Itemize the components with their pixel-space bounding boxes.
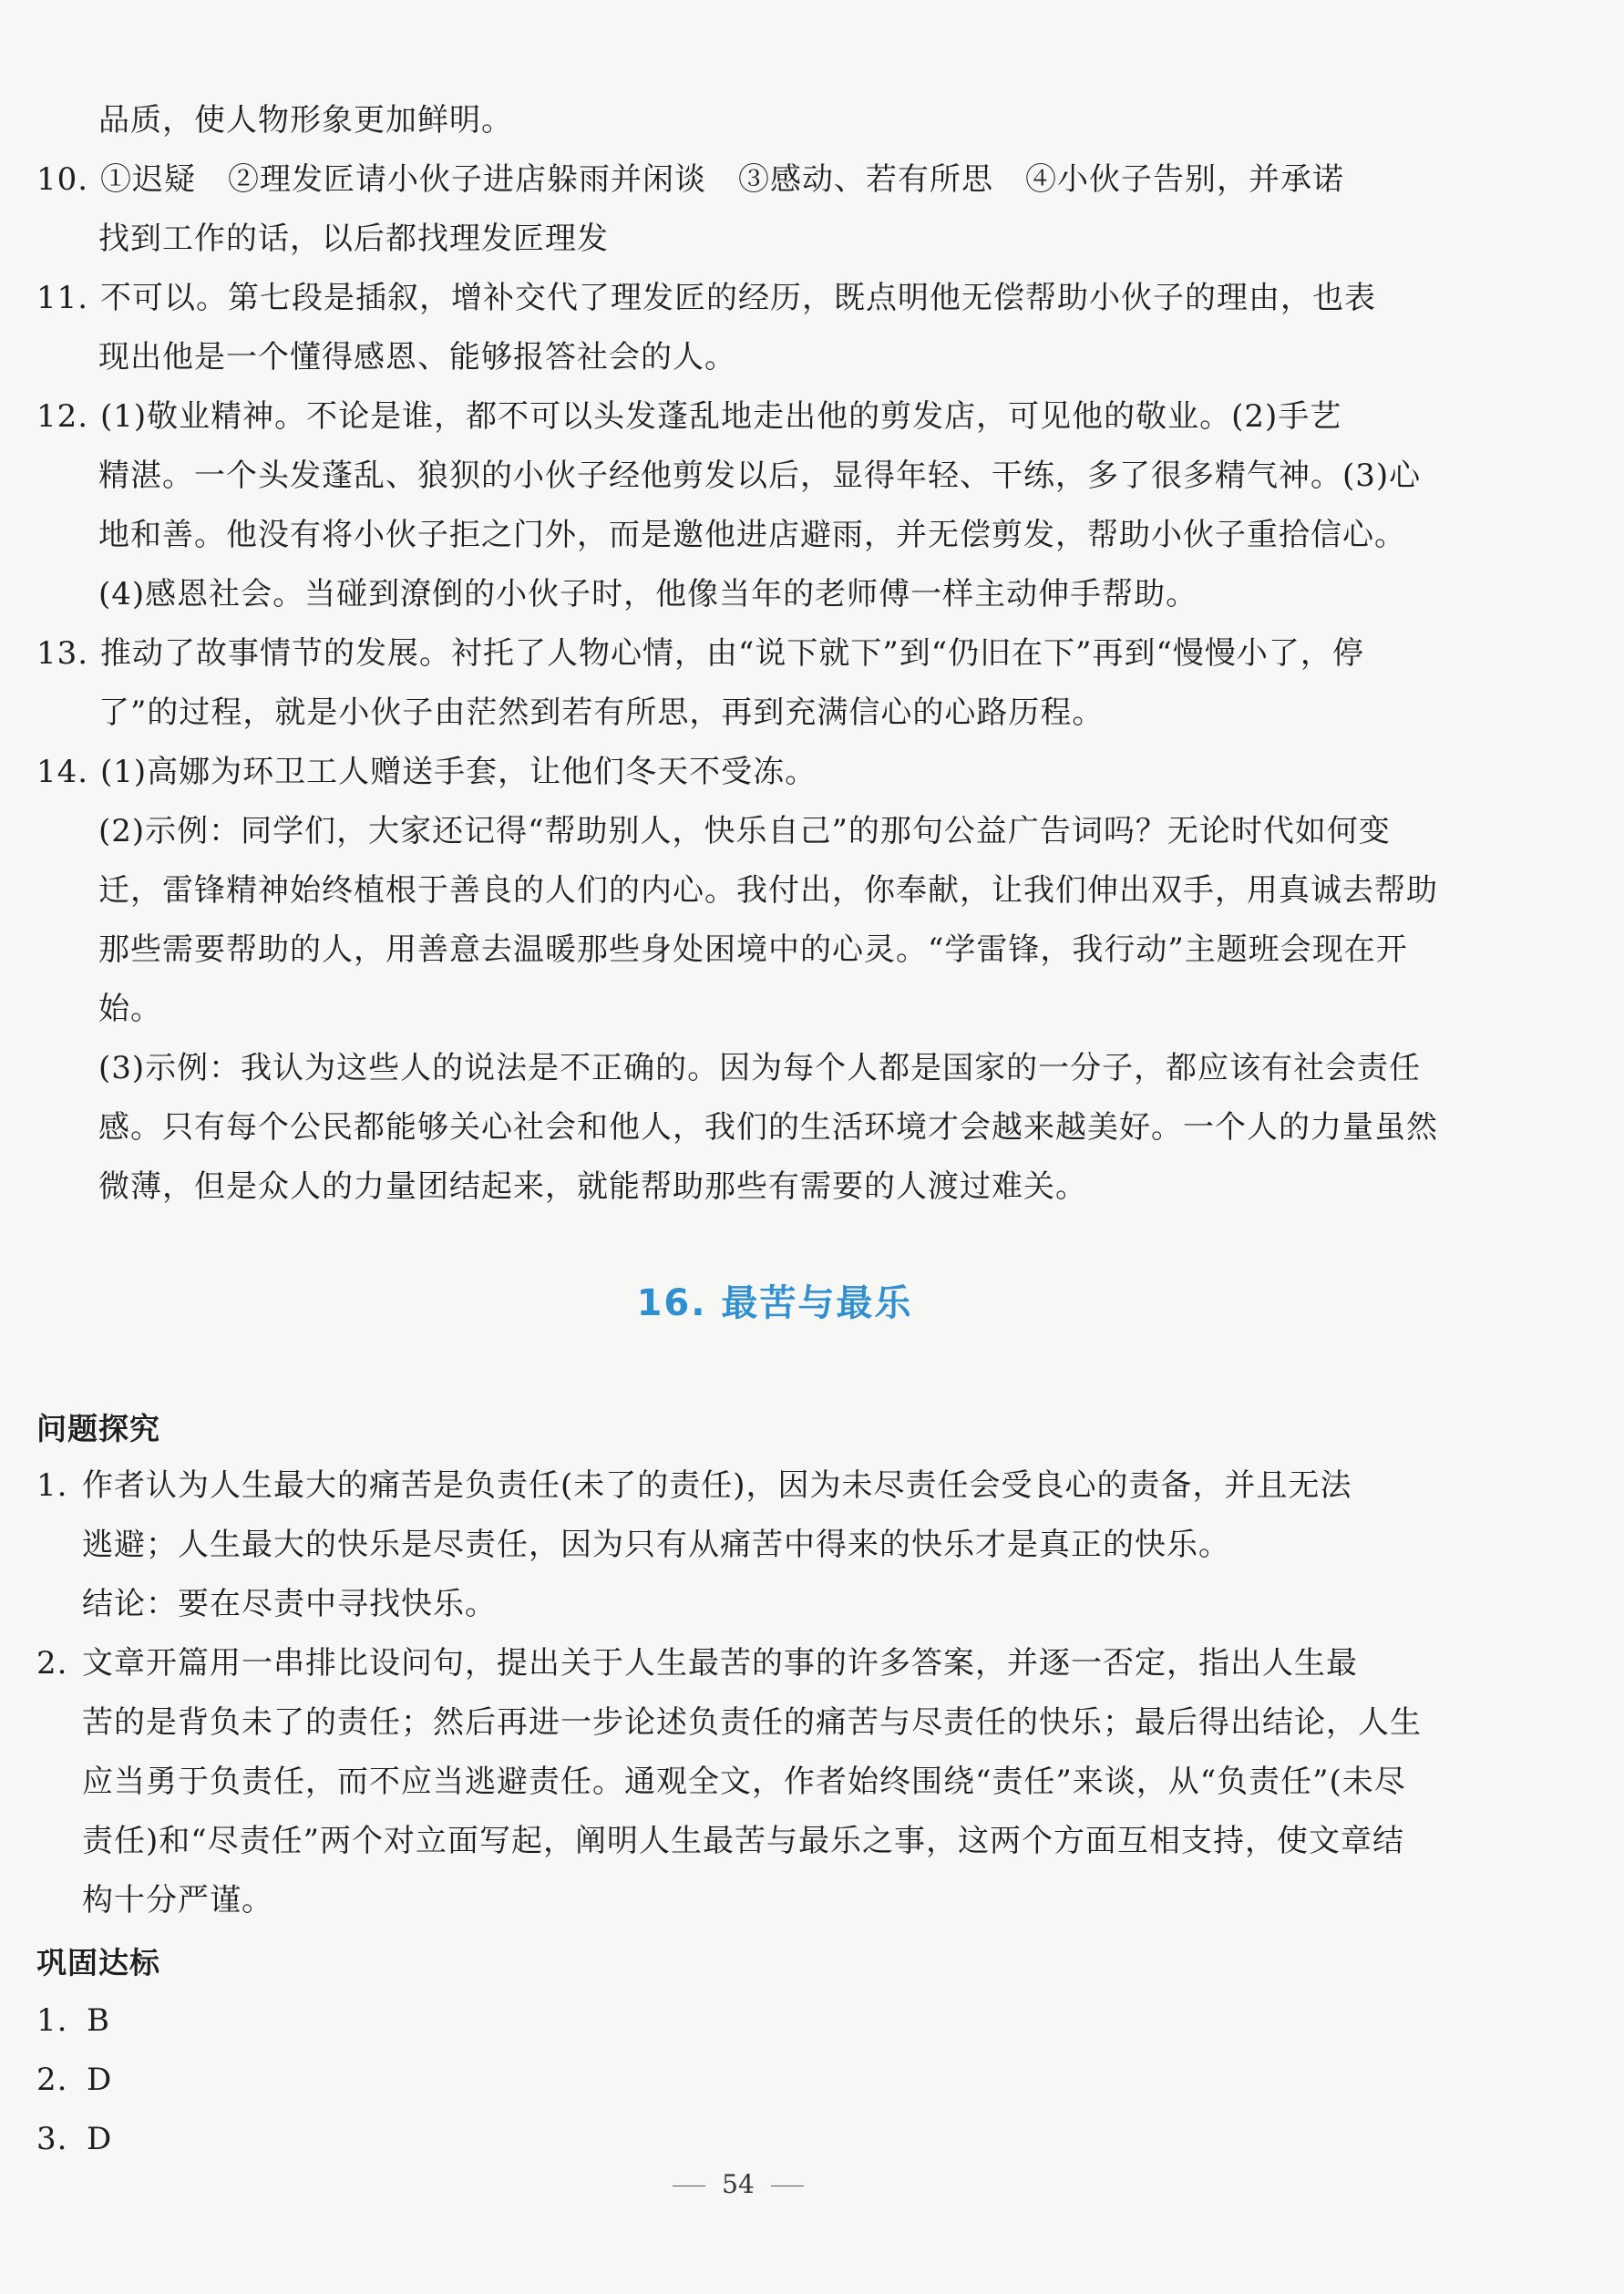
- answer-item-13: [36, 624, 1449, 684]
- continuation-text: 品质，使人物形象更加鲜明。: [98, 102, 513, 139]
- item-number: 14.: [36, 754, 89, 790]
- item-text: (1)高娜为环卫工人赠送手套，让他们冬天不受冻。: [100, 754, 817, 790]
- consolidate-answer-1: [36, 1991, 110, 2051]
- item-text: 推动了故事情节的发展。衬托了人物心情，由“说下就下”到“仍旧在下”再到“慢慢小了，停: [100, 635, 1364, 672]
- inquiry-item-1: [36, 1456, 1449, 1516]
- answer-item-12: [36, 387, 1449, 447]
- answer-value: D: [87, 2062, 113, 2098]
- page-number-value: 54: [722, 2169, 755, 2199]
- item-number: 10.: [36, 161, 89, 198]
- answer-item-14-part-2: (2)示例：同学们，大家还记得“帮助别人，快乐自己”的那句公益广告词吗？无论时代如何变迁，雷锋精神始终植根于善良的人们的内心。我付出，你奉献，让我们伸出双手，用真诚去帮助那些需要帮助的人，用善意去温暖那些身处困境中的心灵。“学雷锋，我行动”主题班会现在开始。: [98, 813, 1438, 1027]
- consolidate-answer-3: [36, 2110, 112, 2169]
- inquiry-conclusion: 结论：要在尽责中寻找快乐。: [82, 1586, 497, 1622]
- answer-item-14-part-3: (3)示例：我认为这些人的说法是不正确的。因为每个人都是国家的一分子，都应该有社会责任感。只有每个公民都能够关心社会和他人，我们的生活环境才会越来越美好。一个人的力量虽然微薄，但是众人的力量团结起来，就能帮助那些有需要的人渡过难关。: [98, 1050, 1438, 1205]
- item-text: 作者认为人生最大的痛苦是负责任(未了的责任)，因为未尽责任会受良心的责备，并且无法: [82, 1467, 1352, 1504]
- answer-value: D: [87, 2121, 113, 2157]
- answer-item-14: [36, 743, 1449, 802]
- answer-item-11: [36, 269, 1449, 328]
- page-number: [0, 2169, 1476, 2199]
- item-number: 11.: [36, 280, 89, 316]
- inquiry-item-1-cont: 逃避；人生最大的快乐是尽责任，因为只有从痛苦中得来的快乐才是真正的快乐。: [82, 1527, 1230, 1563]
- inquiry-item-2-cont: 苦的是背负未了的责任；然后再进一步论述负责任的痛苦与尽责任的快乐；最后得出结论，人生应当勇于负责任，而不应当逃避责任。通观全文，作者始终围绕“责任”来谈，从“负责任”(未尽责任)和“尽责任”两个对立面写起，阐明人生最苦与最乐之事，这两个方面互相支持，使文章结构十分严谨。: [82, 1704, 1422, 1919]
- item-text: (1)敬业精神。不论是谁，都不可以头发蓬乱地走出他的剪发店，可见他的敬业。(2)手艺: [100, 398, 1342, 435]
- section-title: 16. 最苦与最乐: [636, 1282, 913, 1324]
- item-text: 文章开篇用一串排比设问句，提出关于人生最苦的事的许多答案，并逐一否定，指出人生最: [82, 1645, 1358, 1682]
- consolidate-answer-2: [36, 2051, 112, 2110]
- item-number: 2.: [36, 1645, 68, 1682]
- inquiry-item-2: [36, 1634, 1449, 1693]
- answer-number: 2.: [36, 2062, 68, 2098]
- inquiry-heading: 问题探究: [36, 1411, 160, 1446]
- answer-number: 1.: [36, 2002, 68, 2039]
- item-number: 13.: [36, 635, 89, 672]
- answer-item-10-cont: 找到工作的话，以后都找理发匠理发: [98, 221, 609, 257]
- answer-item-10: [36, 150, 1449, 210]
- item-text: ①迟疑 ②理发匠请小伙子进店躲雨并闲谈 ③感动、若有所思 ④小伙子告别，并承诺: [100, 161, 1344, 198]
- answer-value: B: [87, 2002, 110, 2039]
- answer-item-13-cont: 了”的过程，就是小伙子由茫然到若有所思，再到充满信心的心路历程。: [98, 694, 1105, 731]
- consolidate-heading: 巩固达标: [36, 1945, 160, 1980]
- item-text: 不可以。第七段是插叙，增补交代了理发匠的经历，既点明他无偿帮助小伙子的理由，也表: [100, 280, 1376, 316]
- answer-item-12-cont: 精湛。一个头发蓬乱、狼狈的小伙子经他剪发以后，显得年轻、干练，多了很多精气神。(3)心地和善。他没有将小伙子拒之门外，而是邀他进店避雨，并无偿剪发，帮助小伙子重拾信心。(4)感恩社会。当碰到潦倒的小伙子时，他像当年的老师傅一样主动伸手帮助。: [98, 458, 1422, 612]
- answer-number: 3.: [36, 2121, 68, 2157]
- answer-item-11-cont: 现出他是一个懂得感恩、能够报答社会的人。: [98, 339, 736, 375]
- item-number: 1.: [36, 1467, 68, 1504]
- item-number: 12.: [36, 398, 89, 435]
